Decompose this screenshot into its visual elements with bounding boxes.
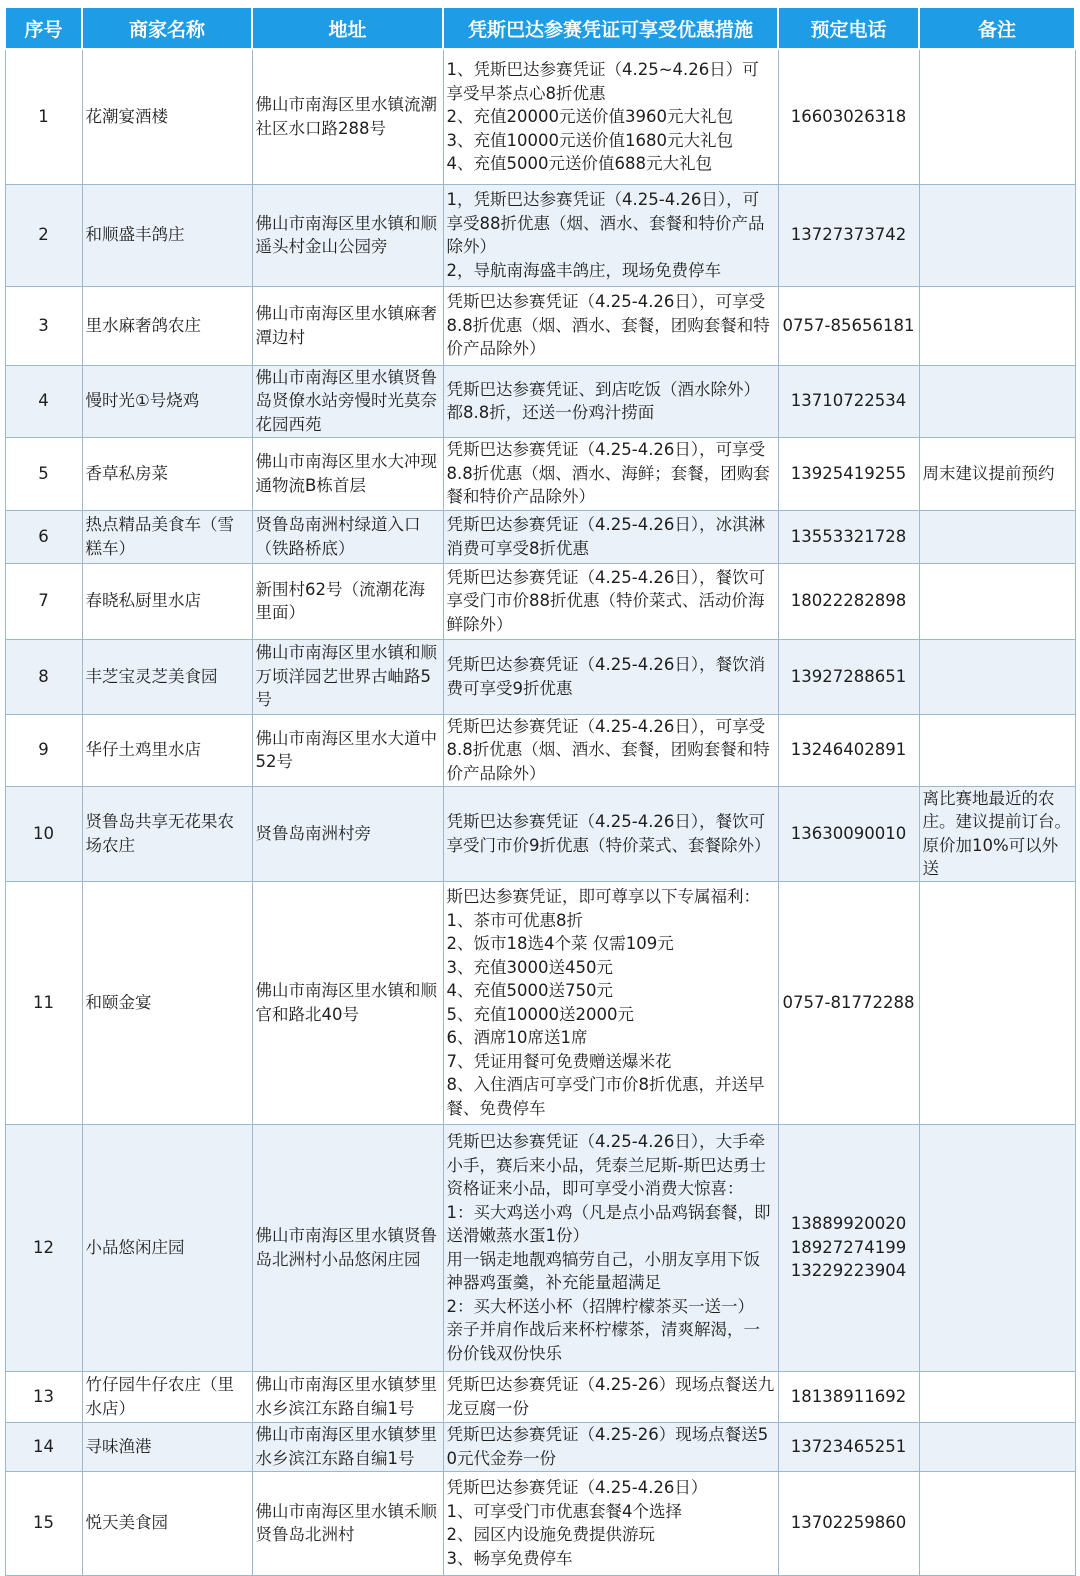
merchant-name: 华仔土鸡里水店 bbox=[82, 714, 252, 786]
row-index: 14 bbox=[5, 1422, 82, 1471]
note-text bbox=[919, 365, 1075, 437]
phone-number: 13723465251 bbox=[790, 1436, 907, 1456]
table-row bbox=[5, 1371, 1075, 1422]
offer-details: 凭斯巴达参赛凭证（4.25-4.26日），可享受8.8折优惠（烟、酒水、套餐，团购套餐和特价产品除外） bbox=[443, 286, 778, 365]
note-text bbox=[919, 714, 1075, 786]
merchant-name: 和颐金宴 bbox=[82, 881, 252, 1124]
offer-details: 凭斯巴达参赛凭证（4.25-4.26日），餐饮可享受门市价9折优惠（特价菜式、套餐除外） bbox=[443, 786, 778, 881]
note-text bbox=[919, 510, 1075, 563]
offer-details: 1，凭斯巴达参赛凭证（4.25-4.26日），可享受88折优惠（烟、酒水、套餐和特价产品除外） 2，导航南海盛丰鸽庄，现场免费停车 bbox=[443, 184, 778, 286]
merchant-address: 佛山市南海区里水镇流潮社区水口路288号 bbox=[252, 49, 443, 184]
phone-number: 13553321728 bbox=[790, 526, 907, 546]
merchant-address: 佛山市南海区里水镇和顺官和路北40号 bbox=[252, 881, 443, 1124]
phone-cell bbox=[778, 714, 919, 786]
phone-number: 18927274199 bbox=[790, 1237, 907, 1257]
table-row bbox=[5, 437, 1075, 510]
merchant-table-container bbox=[4, 6, 1074, 1576]
merchant-name: 和顺盛丰鸽庄 bbox=[82, 184, 252, 286]
row-index: 12 bbox=[5, 1124, 82, 1371]
header-phone: 预定电话 bbox=[778, 7, 919, 49]
merchant-address: 佛山市南海区里水镇和顺遥头村金山公园旁 bbox=[252, 184, 443, 286]
header-note: 备注 bbox=[919, 7, 1075, 49]
table-row bbox=[5, 1124, 1075, 1371]
table-header-row bbox=[5, 7, 1075, 49]
row-index: 3 bbox=[5, 286, 82, 365]
offer-details: 凭斯巴达参赛凭证（4.25-26）现场点餐送九龙豆腐一份 bbox=[443, 1371, 778, 1422]
phone-number: 18022282898 bbox=[790, 591, 907, 611]
phone-cell bbox=[778, 1371, 919, 1422]
merchant-name: 慢时光①号烧鸡 bbox=[82, 365, 252, 437]
row-index: 13 bbox=[5, 1371, 82, 1422]
row-index: 9 bbox=[5, 714, 82, 786]
offer-details: 凭斯巴达参赛凭证（4.25-4.26日），冰淇淋消费可享受8折优惠 bbox=[443, 510, 778, 563]
row-index: 11 bbox=[5, 881, 82, 1124]
phone-cell bbox=[778, 49, 919, 184]
table-row bbox=[5, 365, 1075, 437]
merchant-address: 贤鲁岛南洲村绿道入口（铁路桥底） bbox=[252, 510, 443, 563]
phone-cell bbox=[778, 563, 919, 639]
merchant-name: 热点精品美食车（雪糕车） bbox=[82, 510, 252, 563]
phone-number: 18138911692 bbox=[790, 1386, 907, 1406]
header-index: 序号 bbox=[5, 7, 82, 49]
merchant-address: 佛山市南海区里水镇和顺万顷洋园艺世界古岫路5号 bbox=[252, 639, 443, 714]
header-merchant-name: 商家名称 bbox=[82, 7, 252, 49]
phone-number: 13702259860 bbox=[790, 1513, 907, 1533]
note-text bbox=[919, 1422, 1075, 1471]
note-text bbox=[919, 881, 1075, 1124]
phone-number: 13630090010 bbox=[790, 823, 907, 843]
table-row bbox=[5, 49, 1075, 184]
table-row bbox=[5, 1471, 1075, 1575]
table-row bbox=[5, 184, 1075, 286]
note-text: 周末建议提前预约 bbox=[919, 437, 1075, 510]
phone-cell bbox=[778, 365, 919, 437]
note-text bbox=[919, 286, 1075, 365]
phone-cell bbox=[778, 1422, 919, 1471]
offer-details: 凭斯巴达参赛凭证（4.25-26）现场点餐送50元代金券一份 bbox=[443, 1422, 778, 1471]
phone-number: 13710722534 bbox=[790, 391, 907, 411]
phone-number: 13925419255 bbox=[790, 463, 907, 483]
row-index: 7 bbox=[5, 563, 82, 639]
phone-cell bbox=[778, 510, 919, 563]
row-index: 10 bbox=[5, 786, 82, 881]
row-index: 2 bbox=[5, 184, 82, 286]
offer-details: 凭斯巴达参赛凭证（4.25-4.26日），可享受8.8折优惠（烟、酒水、海鲜；套餐，团购套餐和特价产品除外） bbox=[443, 437, 778, 510]
table-row bbox=[5, 786, 1075, 881]
phone-cell bbox=[778, 1471, 919, 1575]
row-index: 8 bbox=[5, 639, 82, 714]
offer-details: 凭斯巴达参赛凭证（4.25-4.26日），可享受8.8折优惠（烟、酒水、套餐，团购套餐和特价产品除外） bbox=[443, 714, 778, 786]
merchant-name: 竹仔园牛仔农庄（里水店） bbox=[82, 1371, 252, 1422]
merchant-address: 佛山市南海区里水大道中52号 bbox=[252, 714, 443, 786]
phone-cell bbox=[778, 881, 919, 1124]
phone-cell bbox=[778, 786, 919, 881]
phone-number: 13927288651 bbox=[790, 666, 907, 686]
phone-number: 0757-81772288 bbox=[782, 992, 915, 1012]
phone-number: 16603026318 bbox=[790, 107, 907, 126]
merchant-name: 花潮宴酒楼 bbox=[82, 49, 252, 184]
merchant-address: 新围村62号（流潮花海里面） bbox=[252, 563, 443, 639]
note-text bbox=[919, 639, 1075, 714]
row-index: 5 bbox=[5, 437, 82, 510]
table-row bbox=[5, 510, 1075, 563]
note-text bbox=[919, 1371, 1075, 1422]
phone-cell bbox=[778, 286, 919, 365]
merchant-name: 香草私房菜 bbox=[82, 437, 252, 510]
merchant-name: 悦天美食园 bbox=[82, 1471, 252, 1575]
row-index: 4 bbox=[5, 365, 82, 437]
offer-details: 斯巴达参赛凭证，即可尊享以下专属福利： 1、茶市可优惠8折 2、饭市18选4个菜 仅需109元 3、充值3000送450元 4、充值5000送750元 5、充值10000送2000元 6、酒席10席送1席 7、凭证用餐可免费赠送爆米花 8、入住酒店可享受门市价8折优惠，并送早餐、免费停车 bbox=[443, 881, 778, 1124]
merchant-address: 佛山市南海区里水镇梦里水乡滨江东路自编1号 bbox=[252, 1422, 443, 1471]
table-row bbox=[5, 286, 1075, 365]
table-row bbox=[5, 1422, 1075, 1471]
merchant-name: 小品悠闲庄园 bbox=[82, 1124, 252, 1371]
phone-number: 13229223904 bbox=[790, 1261, 907, 1281]
row-index: 15 bbox=[5, 1471, 82, 1575]
offer-details: 凭斯巴达参赛凭证（4.25-4.26日），餐饮可享受门市价88折优惠（特价菜式、活动价海鲜除外） bbox=[443, 563, 778, 639]
note-text bbox=[919, 563, 1075, 639]
merchant-address: 佛山市南海区里水镇贤鲁岛北洲村小品悠闲庄园 bbox=[252, 1124, 443, 1371]
note-text bbox=[919, 49, 1075, 184]
phone-cell bbox=[778, 1124, 919, 1371]
note-text bbox=[919, 184, 1075, 286]
note-text: 离比赛地最近的农庄。建议提前订台。原价加10%可以外送 bbox=[919, 786, 1075, 881]
table-row bbox=[5, 714, 1075, 786]
merchant-address: 佛山市南海区里水镇梦里水乡滨江东路自编1号 bbox=[252, 1371, 443, 1422]
offer-details: 凭斯巴达参赛凭证、到店吃饭（酒水除外）都8.8折，还送一份鸡汁捞面 bbox=[443, 365, 778, 437]
table-row bbox=[5, 563, 1075, 639]
merchant-name: 春晓私厨里水店 bbox=[82, 563, 252, 639]
phone-number: 13246402891 bbox=[790, 740, 907, 760]
header-address: 地址 bbox=[252, 7, 443, 49]
merchant-address: 佛山市南海区里水镇麻奢潭边村 bbox=[252, 286, 443, 365]
note-text bbox=[919, 1124, 1075, 1371]
phone-cell bbox=[778, 184, 919, 286]
offer-details: 凭斯巴达参赛凭证（4.25-4.26日），大手牵小手，赛后来小品，凭泰兰尼斯-斯巴达勇士资格证来小品，即可享受小消费大惊喜： 1：买大鸡送小鸡（凡是点小品鸡锅套餐，即送滑嫩蒸水蛋1份） 用一锅走地靓鸡犒劳自己，小朋友享用下饭神器鸡蛋羹，补充能量超满足 2：买大杯送小杯（招牌柠檬茶买一送一） 亲子并肩作战后来杯柠檬茶，清爽解渴，一份价钱双份快乐 bbox=[443, 1124, 778, 1371]
offer-details: 凭斯巴达参赛凭证（4.25-4.26日），餐饮消费可享受9折优惠 bbox=[443, 639, 778, 714]
phone-number: 0757-85656181 bbox=[782, 315, 915, 335]
offer-details: 凭斯巴达参赛凭证（4.25-4.26日） 1、可享受门市优惠套餐4个选择 2、园区内设施免费提供游玩 3、畅享免费停车 bbox=[443, 1471, 778, 1575]
merchant-name: 丰芝宝灵芝美食园 bbox=[82, 639, 252, 714]
row-index: 1 bbox=[5, 49, 82, 184]
table-row bbox=[5, 881, 1075, 1124]
table-row bbox=[5, 639, 1075, 714]
merchant-discount-table bbox=[4, 6, 1076, 1576]
phone-cell bbox=[778, 639, 919, 714]
merchant-name: 贤鲁岛共享无花果农场农庄 bbox=[82, 786, 252, 881]
merchant-address: 佛山市南海区里水镇贤鲁岛贤僚水站旁慢时光莫奈花园西苑 bbox=[252, 365, 443, 437]
merchant-address: 佛山市南海区里水镇禾顺贤鲁岛北洲村 bbox=[252, 1471, 443, 1575]
note-text bbox=[919, 1471, 1075, 1575]
merchant-address: 贤鲁岛南洲村旁 bbox=[252, 786, 443, 881]
phone-number: 13727373742 bbox=[790, 225, 907, 245]
merchant-name: 里水麻奢鸽农庄 bbox=[82, 286, 252, 365]
header-offer: 凭斯巴达参赛凭证可享受优惠措施 bbox=[443, 7, 778, 49]
offer-details: 1、凭斯巴达参赛凭证（4.25~4.26日）可享受早茶点心8折优惠 2、充值20000元送价值3960元大礼包 3、充值10000元送价值1680元大礼包 4、充值5000元送价值688元大礼包 bbox=[443, 49, 778, 184]
phone-cell bbox=[778, 437, 919, 510]
table-body bbox=[5, 49, 1075, 1575]
merchant-name: 寻味渔港 bbox=[82, 1422, 252, 1471]
row-index: 6 bbox=[5, 510, 82, 563]
merchant-address: 佛山市南海区里水大冲现通物流B栋首层 bbox=[252, 437, 443, 510]
phone-number: 13889920020 bbox=[790, 1214, 907, 1234]
